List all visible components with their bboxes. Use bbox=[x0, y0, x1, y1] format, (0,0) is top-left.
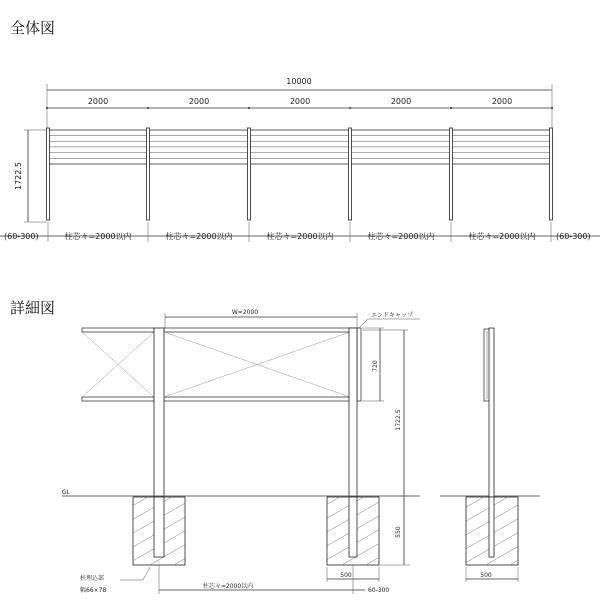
post bbox=[147, 128, 150, 220]
span-label: 2000 bbox=[289, 97, 311, 106]
panel-width-label: W=2000 bbox=[231, 309, 259, 316]
end-cap-callout bbox=[359, 312, 420, 328]
detail-foundations bbox=[133, 497, 379, 565]
post bbox=[550, 128, 553, 220]
total-width-label: 10000 bbox=[286, 77, 312, 86]
post-pitch-dimensions bbox=[0, 222, 600, 242]
overall-title: 全体図 bbox=[10, 19, 56, 37]
panel-height-label: 720 bbox=[372, 360, 379, 372]
end-offset-left: (60-300) bbox=[4, 232, 39, 241]
foundation-width-label: 500 bbox=[340, 572, 352, 579]
overall-height-dimension bbox=[14, 130, 47, 222]
pit-callout bbox=[80, 567, 150, 594]
span-label: 2000 bbox=[491, 97, 513, 106]
span-label: 2000 bbox=[188, 97, 210, 106]
embed-depth-dimension bbox=[380, 496, 410, 565]
span-label: 2000 bbox=[87, 97, 109, 106]
detail-end-offset-label: 60-300 bbox=[368, 587, 390, 594]
detail-panel bbox=[82, 328, 361, 401]
panel-height-dimension bbox=[362, 328, 384, 401]
side-foundation-width-label: 500 bbox=[480, 572, 492, 579]
ground-line bbox=[62, 489, 540, 496]
pit-size-label: 幅66×78 bbox=[80, 587, 107, 594]
post-pitch-label: 柱芯々=2000以内 bbox=[266, 232, 334, 241]
post bbox=[349, 128, 352, 220]
detail-post-pitch-dimension bbox=[159, 565, 389, 594]
post bbox=[450, 128, 453, 220]
total-height-label: 1722.5 bbox=[395, 409, 402, 431]
post-pitch-label: 柱芯々=2000以内 bbox=[367, 232, 435, 241]
end-cap-label: エンドキャップ bbox=[371, 312, 414, 319]
post bbox=[47, 128, 50, 220]
gl-label: GL bbox=[62, 489, 70, 496]
detail-title: 詳細図 bbox=[10, 299, 56, 317]
panel-width-dimension bbox=[165, 309, 357, 328]
post-pitch-label: 柱芯々=2000以内 bbox=[468, 232, 536, 241]
side-view bbox=[466, 328, 518, 582]
span-dimensions bbox=[46, 97, 553, 109]
post bbox=[248, 128, 251, 220]
total-height-dimension bbox=[362, 330, 408, 496]
overall-fence-panels bbox=[47, 130, 552, 164]
end-offset-right: (60-300) bbox=[556, 232, 591, 241]
pit-label: 柱埋込部 bbox=[80, 575, 105, 582]
overall-height-label: 1722.5 bbox=[14, 162, 23, 190]
post-pitch-label: 柱芯々=2000以内 bbox=[165, 232, 233, 241]
detail-post-pitch-label: 柱芯々=2000以内 bbox=[202, 583, 254, 590]
embed-depth-label: 550 bbox=[395, 526, 402, 538]
post-pitch-label: 柱芯々=2000以内 bbox=[64, 232, 132, 241]
span-label: 2000 bbox=[390, 97, 412, 106]
